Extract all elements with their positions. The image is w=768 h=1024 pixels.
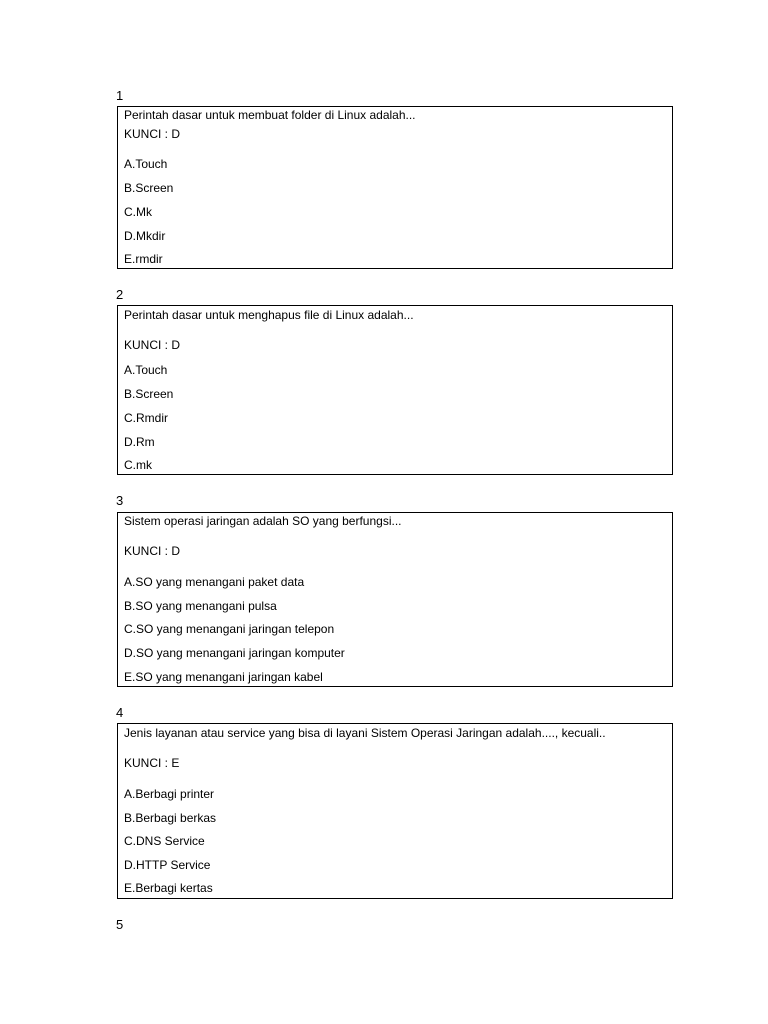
option-e: E.rmdir [124,252,163,266]
option-d: D.Rm [124,435,155,449]
option-c: C.DNS Service [124,834,205,848]
question-number: 4 [116,705,124,720]
question-number: 3 [116,493,124,508]
question-box [117,512,673,687]
question-number: 5 [116,917,124,932]
option-a: A.Touch [124,157,168,171]
option-a: A.SO yang menangani paket data [124,575,305,589]
option-e: C.mk [124,458,152,472]
question-text: Perintah dasar untuk membuat folder di Linux adalah... [124,108,416,122]
answer-key: KUNCI : D [124,544,181,558]
option-c: C.Rmdir [124,411,168,425]
question-number: 2 [116,287,124,302]
option-b: B.Screen [124,181,174,195]
question-box [117,723,673,899]
question-box [117,305,673,475]
question-box [117,106,673,269]
option-a: A.Berbagi printer [124,787,215,801]
option-d: D.Mkdir [124,229,166,243]
option-b: B.Berbagi berkas [124,811,217,825]
answer-key: KUNCI : D [124,338,181,352]
option-c: C.SO yang menangani jaringan telepon [124,622,335,636]
option-d: D.HTTP Service [124,858,211,872]
answer-key: KUNCI : E [124,756,180,770]
question-text: Sistem operasi jaringan adalah SO yang berfungsi... [124,514,402,528]
option-d: D.SO yang menangani jaringan komputer [124,646,345,660]
option-e: E.SO yang menangani jaringan kabel [124,670,323,684]
option-c: C.Mk [124,205,152,219]
option-e: E.Berbagi kertas [124,881,213,895]
question-text: Jenis layanan atau service yang bisa di layani Sistem Operasi Jaringan adalah...., kecuali.. [124,726,606,740]
answer-key: KUNCI : D [124,127,181,141]
question-text: Perintah dasar untuk menghapus file di Linux adalah... [124,308,414,322]
question-number: 1 [116,88,124,103]
option-b: B.Screen [124,387,174,401]
option-a: A.Touch [124,363,168,377]
option-b: B.SO yang menangani pulsa [124,599,277,613]
